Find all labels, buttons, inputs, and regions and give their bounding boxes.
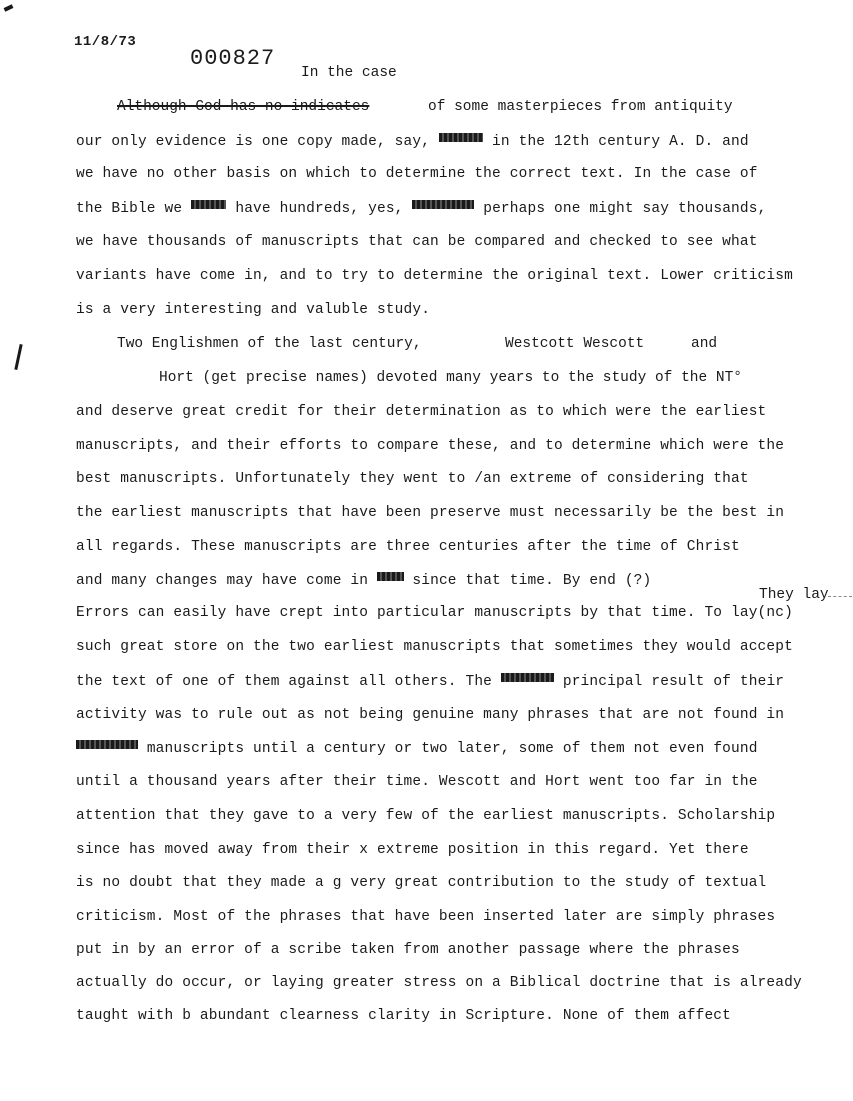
typed-over-text bbox=[439, 133, 483, 142]
text-line: we have thousands of manuscripts that can be compared and checked to see what bbox=[76, 234, 758, 250]
text-line: actually do occur, or laying greater stress on a Biblical doctrine that is already bbox=[76, 975, 802, 991]
text-line: variants have come in, and to try to determine the original text. Lower criticism bbox=[76, 268, 793, 284]
text-line: we have no other basis on which to determine the correct text. In the case of bbox=[76, 166, 758, 182]
text-line: Hort (get precise names) devoted many years to the study of the NT° bbox=[159, 370, 742, 386]
text-line: best manuscripts. Unfortunately they went to /an extreme of considering that bbox=[76, 471, 749, 487]
text-line: all regards. These manuscripts are three centuries after the time of Christ bbox=[76, 539, 740, 555]
text-line: since has moved away from their x extreme position in this regard. Yet there bbox=[76, 842, 749, 858]
text-line: activity was to rule out as not being genuine many phrases that are not found in bbox=[76, 707, 785, 723]
text-line: Two Englishmen of the last century, bbox=[117, 336, 422, 352]
margin-ink-mark bbox=[14, 344, 22, 370]
text-segment: perhaps one might say thousands, bbox=[483, 201, 767, 217]
text-segment: the Bible we bbox=[76, 201, 183, 217]
text-segment: in the 12th century A. D. and bbox=[492, 134, 749, 150]
typed-over-text bbox=[191, 200, 226, 209]
typed-over-text bbox=[412, 200, 474, 209]
struck-text: Although God has no indicates bbox=[117, 99, 370, 115]
text-line: is a very interesting and valuble study. bbox=[76, 302, 431, 318]
corner-ink-mark bbox=[4, 4, 14, 11]
text-segment: principal result of their bbox=[562, 674, 785, 690]
text-segment: the text of one of them against all others. The bbox=[76, 674, 493, 690]
typed-over-text bbox=[501, 673, 554, 682]
text-line bbox=[76, 572, 651, 589]
text-line bbox=[76, 673, 784, 690]
typed-over-text bbox=[377, 572, 404, 581]
text-line: manuscripts, and their efforts to compare these, and to determine which were the bbox=[76, 438, 785, 454]
text-line bbox=[76, 740, 758, 757]
text-line: such great store on the two earliest manuscripts that sometimes they would accept bbox=[76, 639, 793, 655]
text-line: is no doubt that they made a g very great contribution to the study of textual bbox=[76, 875, 767, 891]
header-note: In the case bbox=[301, 65, 397, 81]
document-date: 11/8/73 bbox=[74, 34, 137, 50]
text-line bbox=[76, 200, 766, 217]
text-segment: have hundreds, yes, bbox=[235, 201, 404, 217]
text-line bbox=[76, 133, 749, 150]
text-line: until a thousand years after their time. Wescott and Hort went too far in the bbox=[76, 774, 758, 790]
text-segment: and many changes may have come in bbox=[76, 573, 369, 589]
typed-over-text bbox=[76, 740, 138, 749]
text-segment: Westcott Wescott bbox=[505, 336, 645, 352]
text-line: put in by an error of a scribe taken from another passage where the phrases bbox=[76, 942, 740, 958]
text-segment: manuscripts until a century or two later, some of them not even found bbox=[146, 741, 758, 757]
text-line: Errors can easily have crept into particular manuscripts by that time. To lay(nc) bbox=[76, 605, 793, 621]
text-segment: and bbox=[691, 336, 718, 352]
text-segment: our only evidence is one copy made, say, bbox=[76, 134, 431, 150]
text-line: attention that they gave to a very few of the earliest manuscripts. Scholarship bbox=[76, 808, 776, 824]
margin-note: They lay bbox=[759, 587, 829, 603]
margin-dash bbox=[828, 596, 852, 597]
text-line: the earliest manuscripts that have been preserve must necessarily be the best in bbox=[76, 505, 785, 521]
text-line: of some masterpieces from antiquity bbox=[428, 99, 733, 115]
text-line: taught with b abundant clearness clarity in Scripture. None of them affect bbox=[76, 1008, 732, 1024]
document-number: 000827 bbox=[190, 46, 276, 71]
text-line: criticism. Most of the phrases that have been inserted later are simply phrases bbox=[76, 909, 776, 925]
text-line: and deserve great credit for their determination as to which were the earliest bbox=[76, 404, 767, 420]
text-segment: since that time. By end (?) bbox=[412, 573, 652, 589]
